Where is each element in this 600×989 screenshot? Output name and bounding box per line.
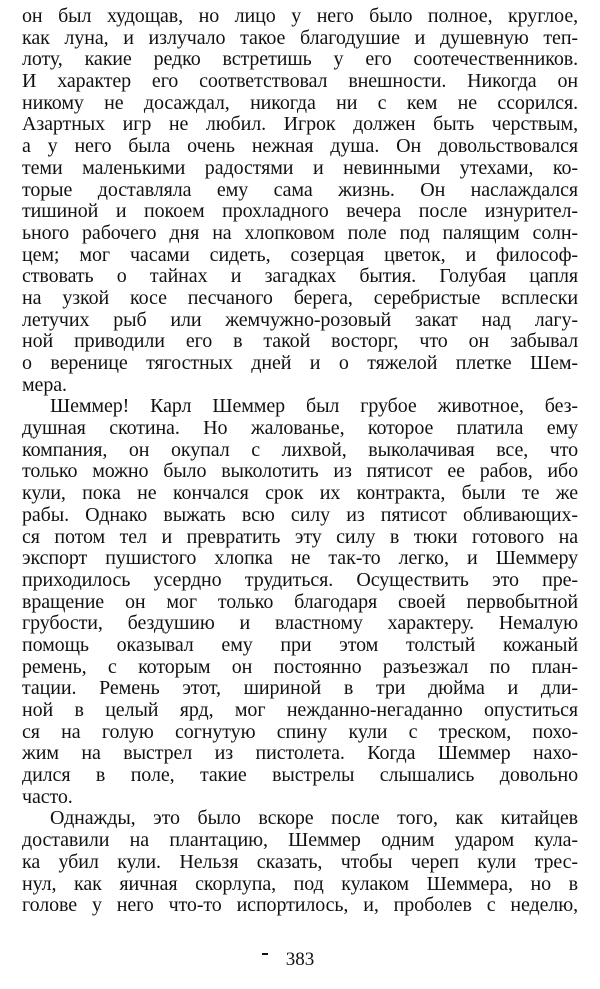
page-number: 383 xyxy=(285,949,315,970)
text-line: голове у него что-то испортилось, и, проболев с неделю, xyxy=(22,894,578,917)
text-line: теми маленькими радостями и невинными утехами, ко- xyxy=(22,156,578,179)
text-line: о веренице тягостных дней и о тяжелой плетке Шем- xyxy=(22,352,578,374)
text-line: Однажды, это было вскоре после того, как китайцев xyxy=(50,807,578,830)
text-line: И характер его соответствовал внешности. Никогда он xyxy=(22,70,578,93)
text-line: лоту, какие редко встретишь у его соотечественников. xyxy=(22,48,578,71)
text-line: а у него была очень нежная душа. Он довольствовался xyxy=(22,135,578,158)
text-line: тации. Ремень этот, шириной в три дюйма и дли- xyxy=(22,677,578,700)
text-line: ка убил кули. Нельзя сказать, чтобы череп кули трес- xyxy=(22,850,578,873)
text-line: ной приводили его в такой восторг, что он забывал xyxy=(22,330,578,353)
text-line: вращение он мог только благодаря своей первобытной xyxy=(22,590,578,613)
text-line: на узкой косе песчаного берега, серебристые всплески xyxy=(22,286,578,309)
text-line: как луна, и излучало такое благодушие и душевную теп- xyxy=(22,26,578,49)
text-line: цем; мог часами сидеть, созерцая цветок, и философ- xyxy=(22,243,578,266)
text-line: грубости, бездушию и властному характеру. Немалую xyxy=(22,612,578,635)
text-line: нул, как яичная скорлупа, под кулаком Шеммера, но в xyxy=(22,872,578,895)
text-line: ствовать о тайнах и загадках бытия. Голубая цапля xyxy=(22,265,578,288)
text-line: помощь оказывал ему при этом толстый кожаный xyxy=(22,633,578,656)
text-line: душная скотина. Но жалованье, которое платила ему xyxy=(22,417,578,440)
text-line: приходилось усердно трудиться. Осуществить это пре- xyxy=(22,568,578,591)
page-text xyxy=(22,6,578,917)
text-line: он был худощав, но лицо у него было полное, круглое, xyxy=(22,5,578,27)
text-line: летучих рыб или жемчужно-розовый закат над лагу- xyxy=(22,308,578,331)
text-line: мера. xyxy=(22,373,67,396)
text-line: ьного рабочего дня на хлопковом поле под палящим солн- xyxy=(22,221,578,244)
text-line: торые доставляла ему сама жизнь. Он наслаждался xyxy=(22,178,578,201)
text-line: ся потом тел и превратить эту силу в тюки готового на xyxy=(22,525,578,548)
text-line: рабы. Однако выжать всю силу из пятисот обливающих- xyxy=(22,503,578,526)
text-line: никому не досаждал, никогда ни с кем не ссорился. xyxy=(22,91,578,114)
text-line: ной в целый ярд, мог нежданно-негаданно опуститься xyxy=(22,699,578,721)
text-line: ремень, с которым он постоянно разъезжал по план- xyxy=(22,655,578,678)
text-line: ся на голую согнутую спину кули с треском, похо- xyxy=(22,720,578,743)
text-line: компания, он окупал с лихвой, выколачивая все, что xyxy=(22,438,578,461)
text-line: Шеммер! Карл Шеммер был грубое животное, без- xyxy=(50,395,578,418)
text-line: Азартных игр не любил. Игрок должен быть черствым, xyxy=(22,113,578,136)
text-line: жим на выстрел из пистолета. Когда Шеммер нахо- xyxy=(22,742,578,765)
text-line: часто. xyxy=(22,785,73,808)
text-line: доставили на плантацию, Шеммер одним ударом кула- xyxy=(22,829,578,852)
text-line: тишиной и покоем прохладного вечера после изнурител- xyxy=(22,200,578,223)
text-line: только можно было выколотить из пятисот ее рабов, ибо xyxy=(22,460,578,483)
text-line: экспорт пушистого хлопка не так-то легко, и Шеммеру xyxy=(22,547,578,570)
text-line: кули, пока не кончался срок их контракта, были те же xyxy=(22,482,578,505)
text-line: дился в поле, такие выстрелы слышались довольно xyxy=(22,764,578,787)
